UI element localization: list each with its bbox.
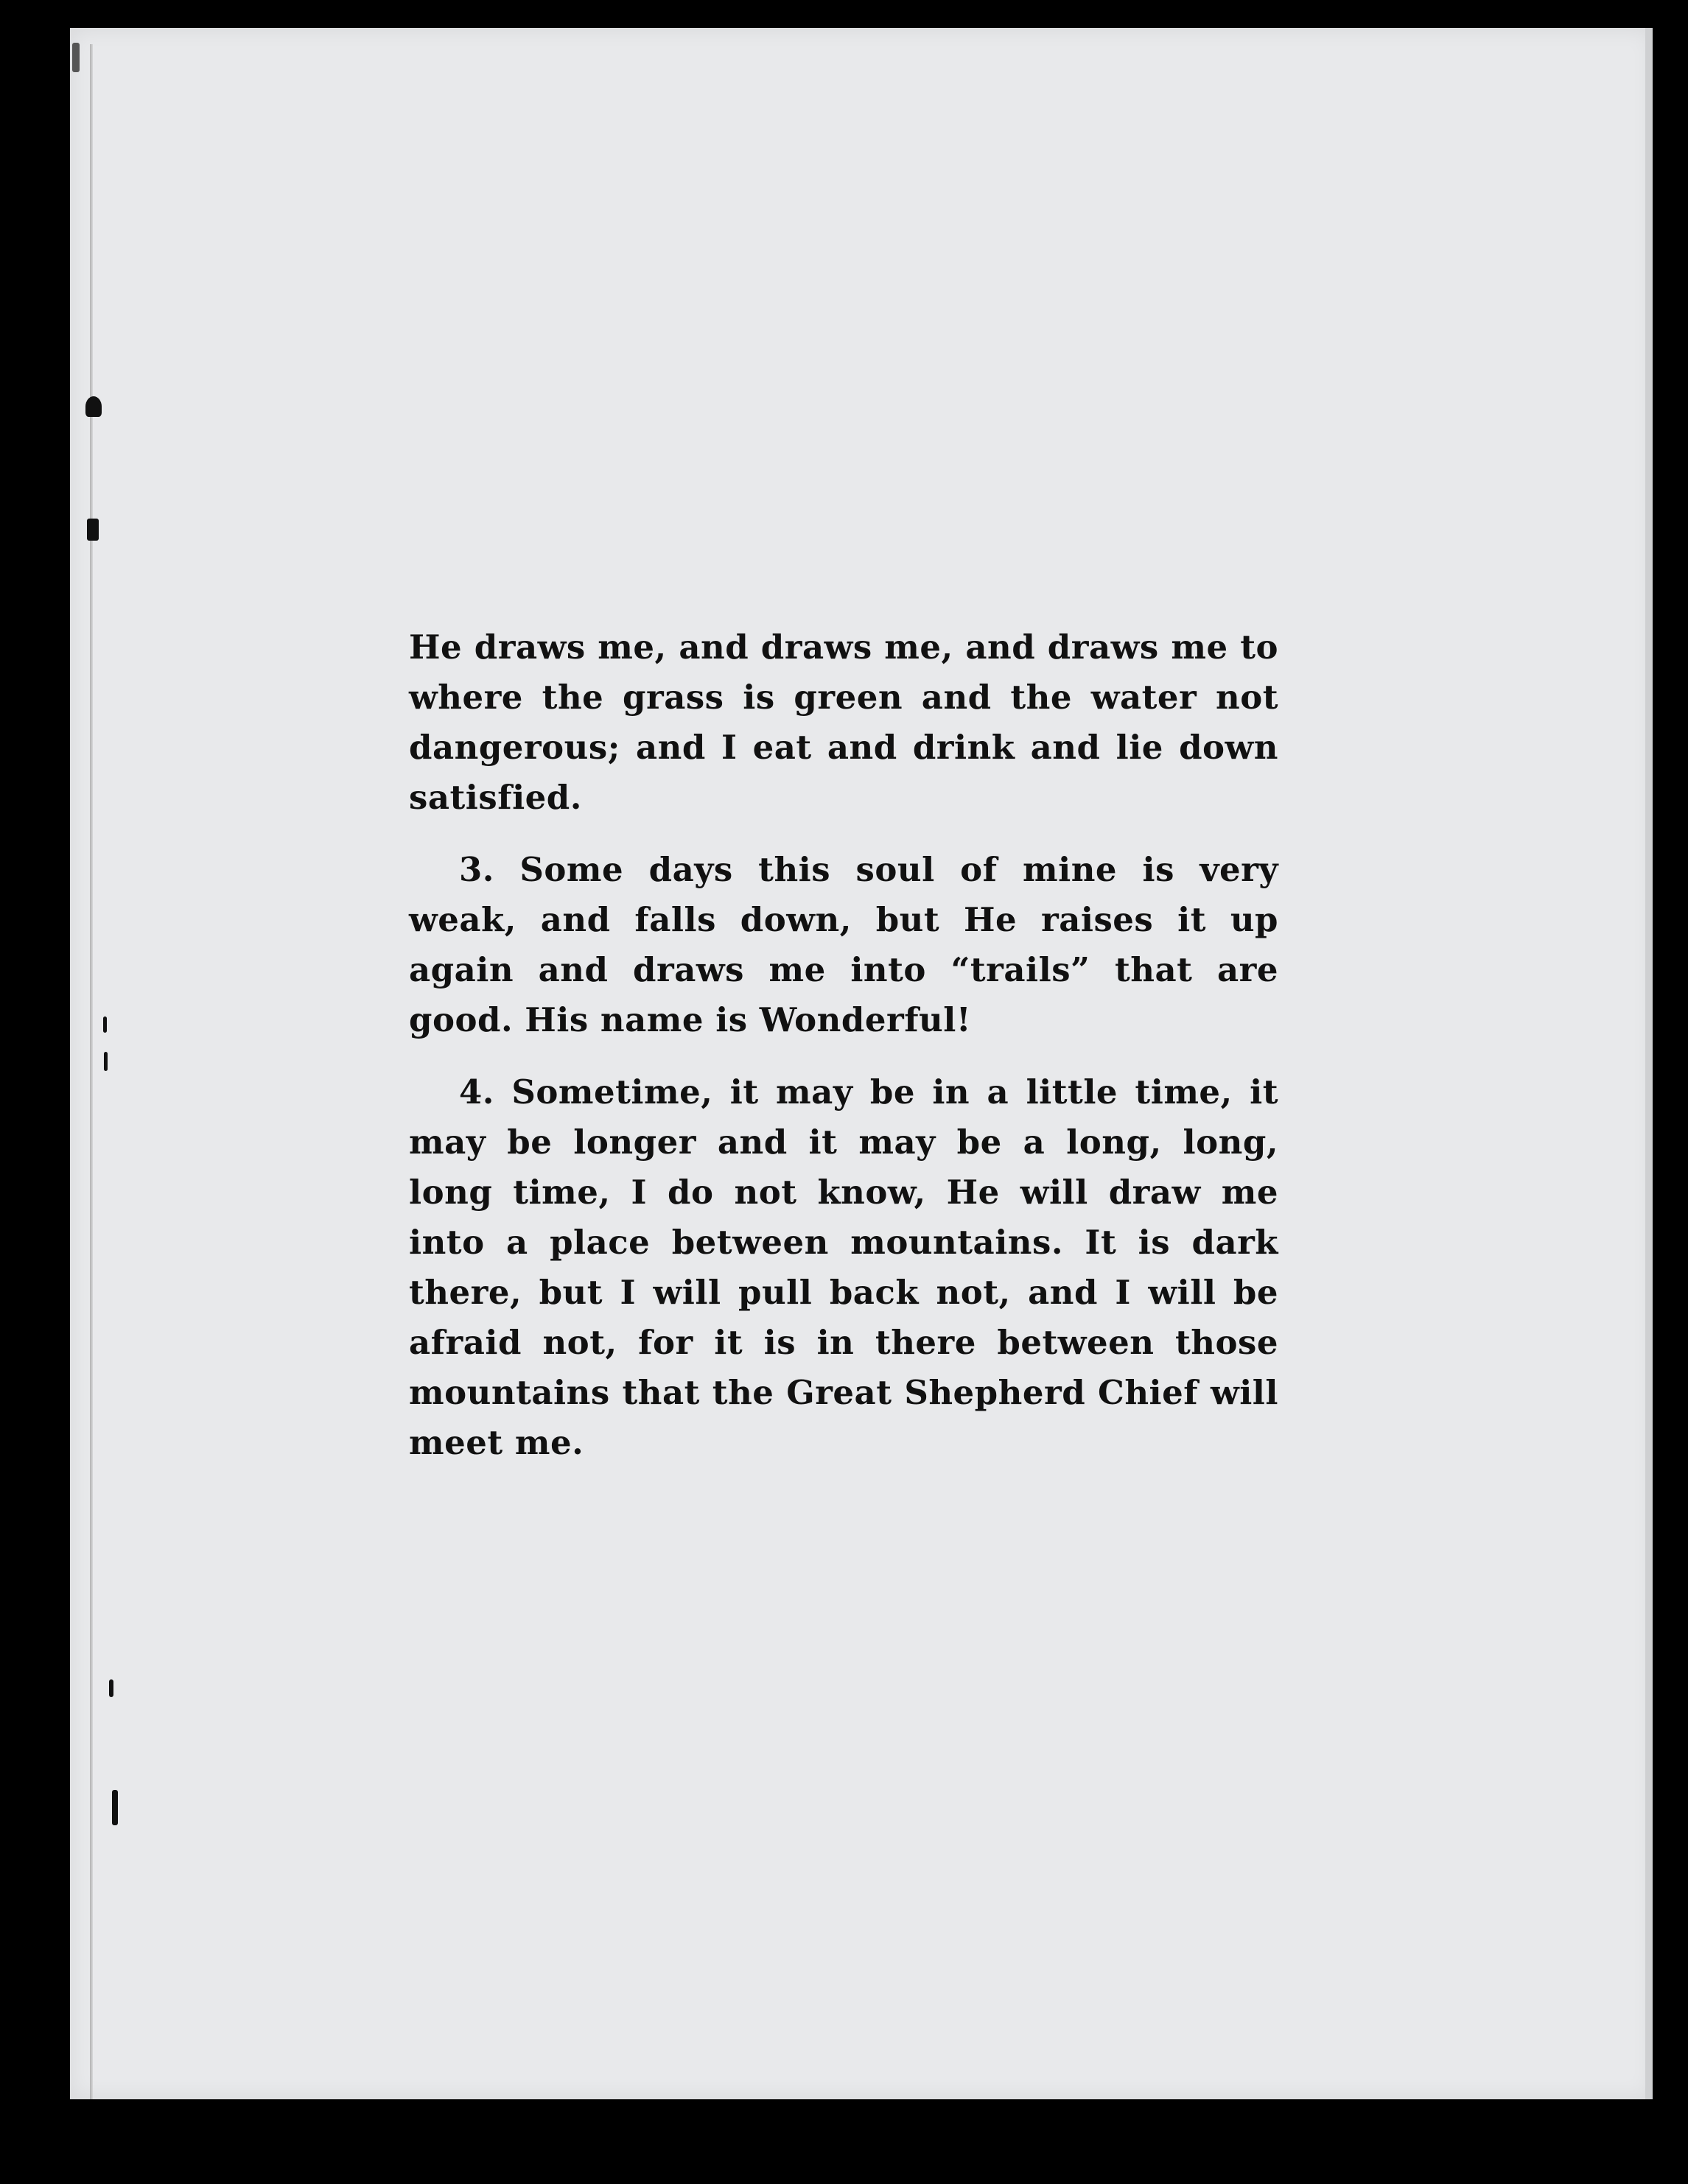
gutter-mark bbox=[85, 396, 102, 417]
gutter-mark bbox=[112, 1790, 118, 1825]
body-text bbox=[409, 622, 1278, 1490]
gutter-mark bbox=[72, 43, 80, 72]
gutter-mark bbox=[109, 1679, 113, 1697]
paragraph-continuation: He draws me, and draws me, and draws me to where the grass is green and the water not dangerous; and I eat and drink and lie down satisfied. bbox=[409, 628, 1278, 817]
paragraph-4: 4. Sometime, it may be in a little time, it may be longer and it may be a long, long, long time, I do not know, He will draw me into a place between mountains. It is dark there, but I will pull back not, and I will be afraid not, for it is in there between those mountains that the Great Shepherd Chief will meet me. bbox=[409, 1072, 1278, 1462]
paragraph-3: 3. Some days this soul of mine is very weak, and falls down, but He raises it up again and draws me into “trails” that are good. His name is Wonderful! bbox=[409, 850, 1278, 1039]
page-gutter-line bbox=[90, 44, 93, 2099]
page-right-edge bbox=[1645, 28, 1653, 2099]
gutter-mark bbox=[87, 519, 99, 541]
gutter-mark bbox=[103, 1016, 107, 1033]
gutter-mark bbox=[104, 1052, 108, 1071]
